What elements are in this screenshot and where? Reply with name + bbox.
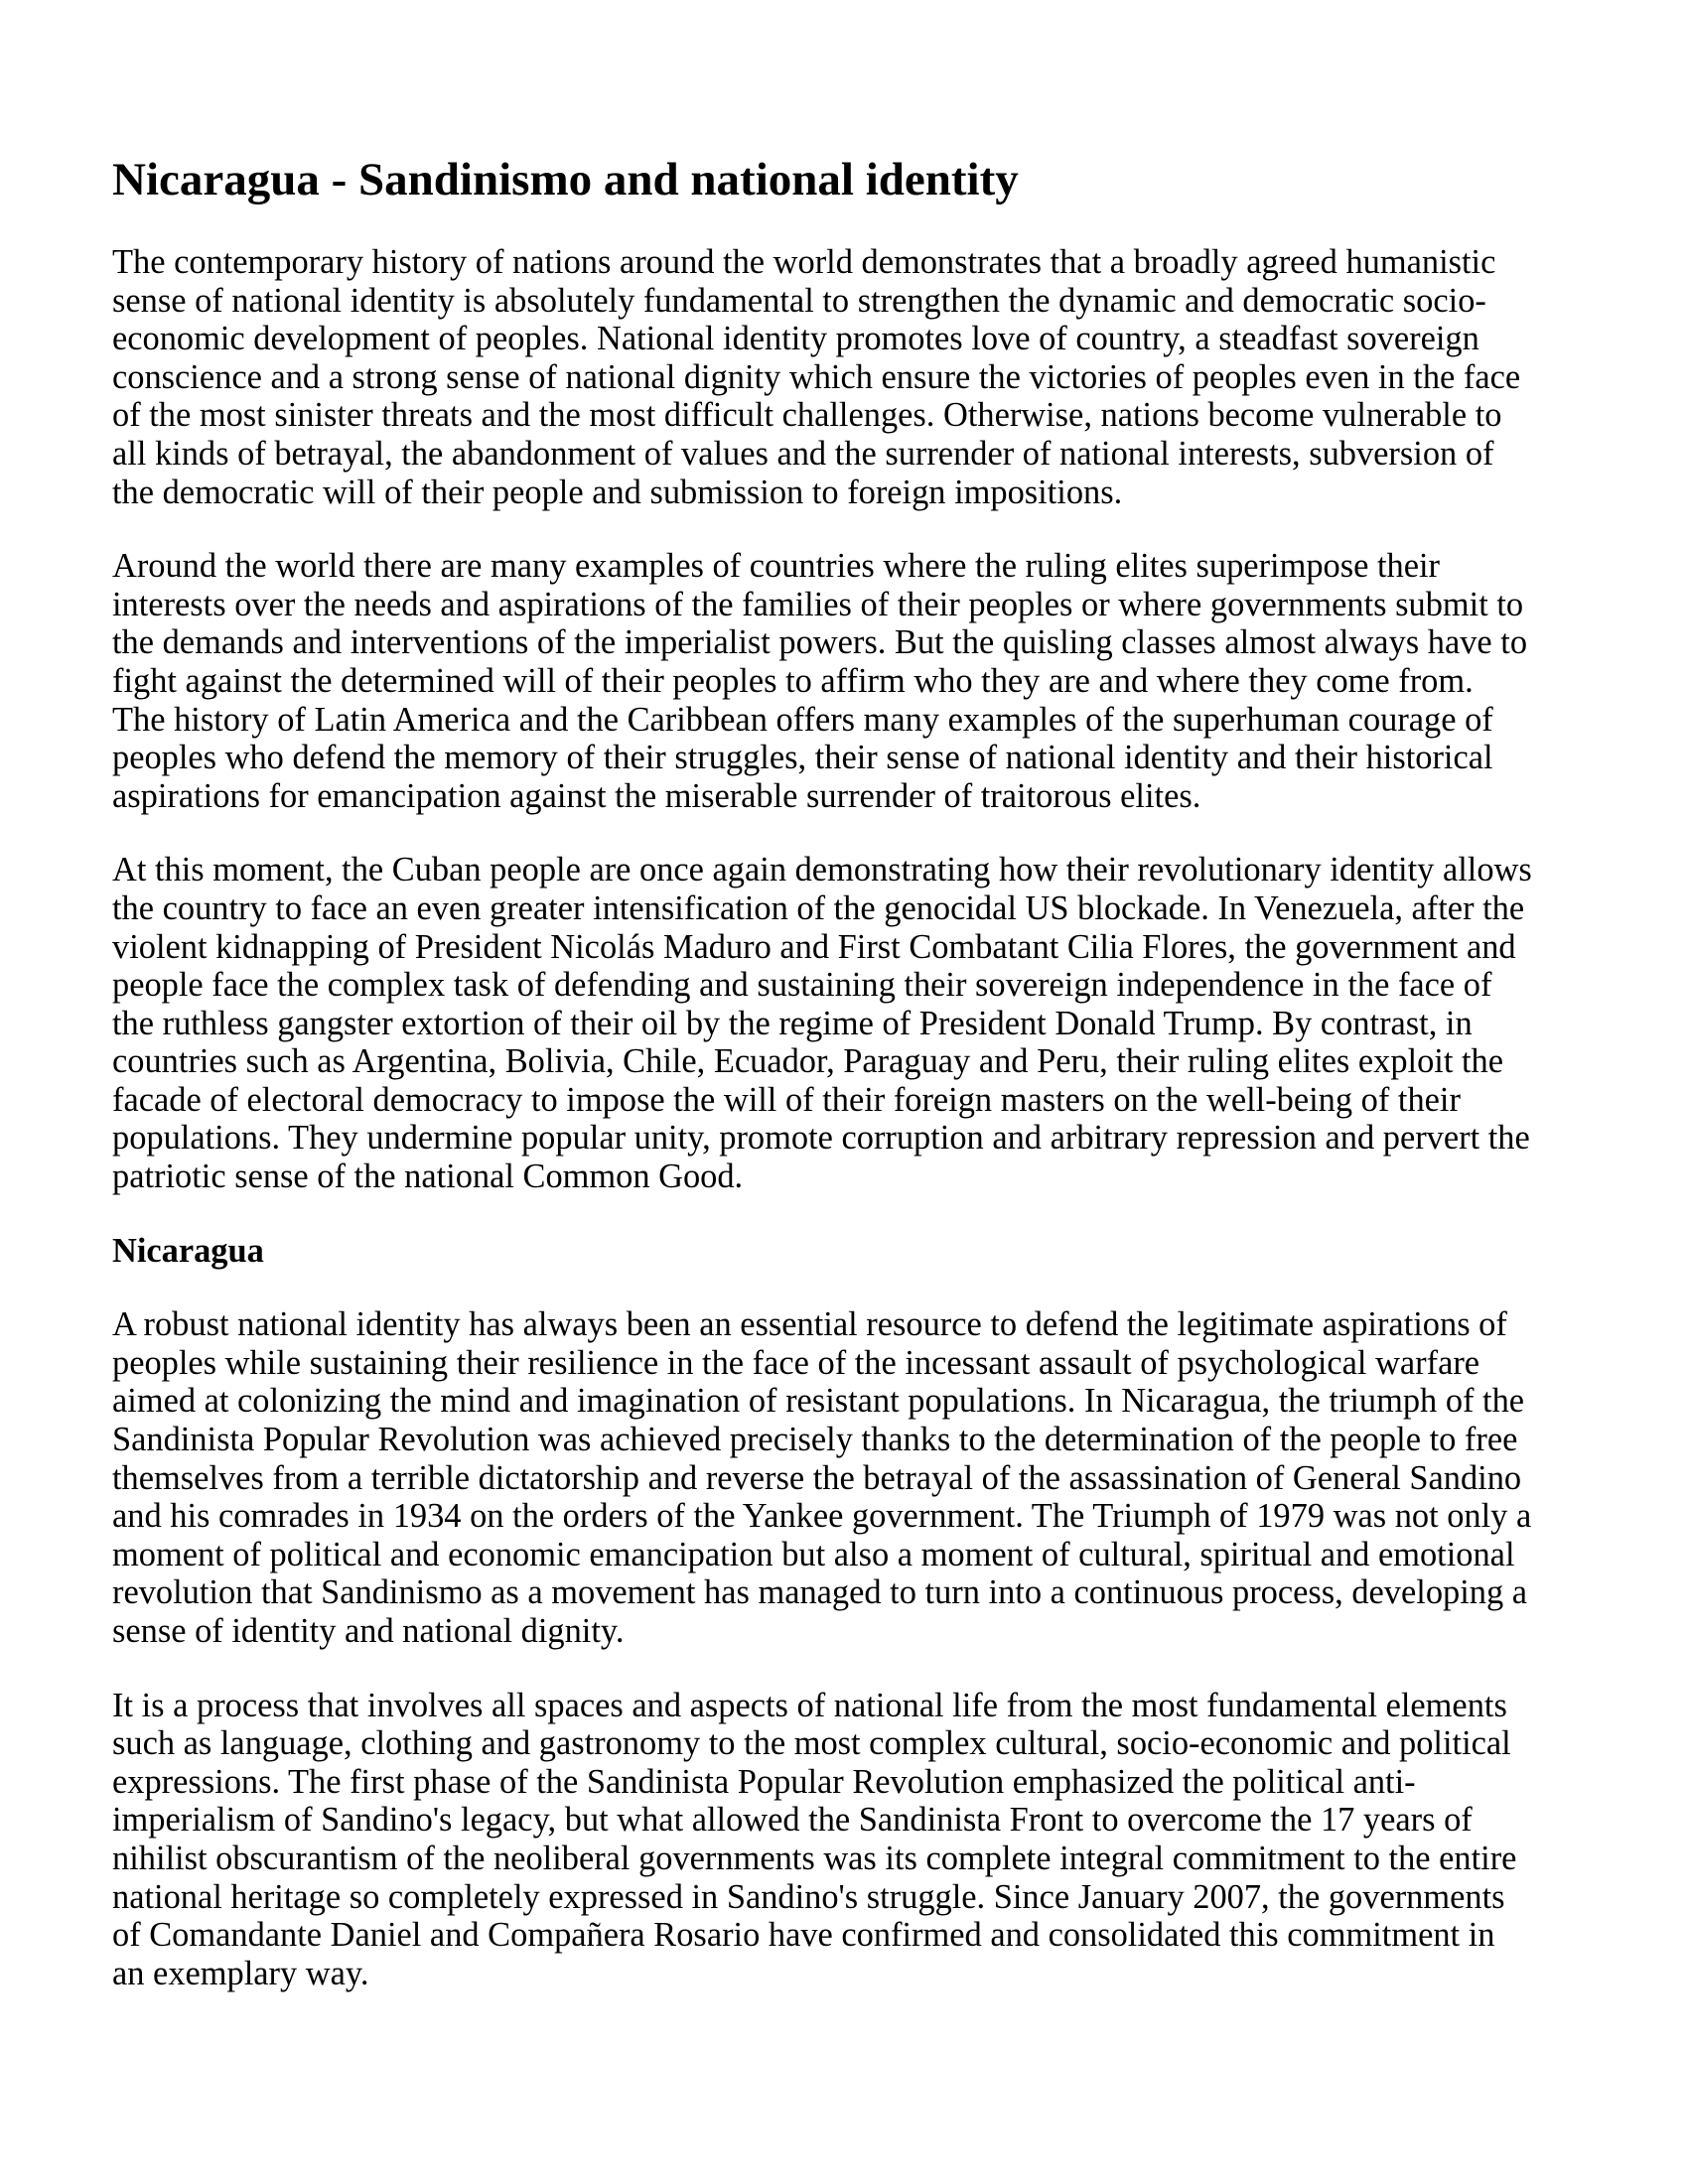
document-content (112, 0, 1532, 2028)
paragraph: The contemporary history of nations around the world demonstrates that a broadly agreed humanistic sense of national identity is absolutely fundamental to strengthen the dynamic and democratic socio-economic development of peoples. National identity promotes love of country, a steadfast sovereign conscience and a strong sense of national dignity which ensure the victories of peoples even in the face of the most sinister threats and the most difficult challenges. Otherwise, nations become vulnerable to all kinds of betrayal, the abandonment of values and the surrender of national interests, subversion of the democratic will of their people and submission to foreign impositions. (112, 243, 1521, 511)
paragraph: Around the world there are many examples of countries where the ruling elites superimpose their interests over the needs and aspirations of the families of their peoples or where governments submit to the demands and interventions of the imperialist powers. But the quisling classes almost always have to fight against the determined will of their peoples to affirm who they are and where they come from. The history of Latin America and the Caribbean offers many examples of the superhuman courage of peoples who defend the memory of their struggles, their sense of national identity and their historical aspirations for emancipation against the miserable surrender of traitorous elites. (112, 547, 1528, 815)
paragraph: At this moment, the Cuban people are once again demonstrating how their revolutionary identity allows the country to face an even greater intensification of the genocidal US blockade. In Venezuela, after the violent kidnapping of President Nicolás Maduro and First Combatant Cilia Flores, the government and people face the complex task of defending and sustaining their sovereign independence in the face of the ruthless gangster extortion of their oil by the regime of President Donald Trump. By contrast, in countries such as Argentina, Bolivia, Chile, Ecuador, Paraguay and Peru, their ruling elites exploit the facade of electoral democracy to impose the will of their foreign masters on the well-being of their populations. They undermine popular unity, promote corruption and arbitrary repression and pervert the patriotic sense of the national Common Good. (112, 851, 1532, 1196)
paragraph: It is a process that involves all spaces and aspects of national life from the most fundamental elements such as language, clothing and gastronomy to the most complex cultural, socio-economic and political expressions. The first phase of the Sandinista Popular Revolution emphasized the political anti-imperialism of Sandino's legacy, but what allowed the Sandinista Front to overcome the 17 years of nihilist obscurantism of the neoliberal governments was its complete integral commitment to the entire national heritage so completely expressed in Sandino's struggle. Since January 2007, the governments of Comandante Daniel and Compañera Rosario have confirmed and consolidated this commitment in an exemplary way. (112, 1686, 1517, 1992)
document-title: Nicaragua - Sandinismo and national identity (112, 154, 1019, 205)
paragraph: A robust national identity has always been an essential resource to defend the legitimate aspirations of peoples while sustaining their resilience in the face of the incessant assault of psychological warfare aimed at colonizing the mind and imagination of resistant populations. In Nicaragua, the triumph of the Sandinista Popular Revolution was achieved precisely thanks to the determination of the people to free themselves from a terrible dictatorship and reverse the betrayal of the assassination of General Sandino and his comrades in 1934 on the orders of the Yankee government. The Triumph of 1979 was not only a moment of political and economic emancipation but also a moment of cultural, spiritual and emotional revolution that Sandinismo as a movement has managed to turn into a continuous process, developing a sense of identity and national dignity. (112, 1305, 1532, 1650)
section-heading-nicaragua: Nicaragua (112, 1231, 264, 1270)
